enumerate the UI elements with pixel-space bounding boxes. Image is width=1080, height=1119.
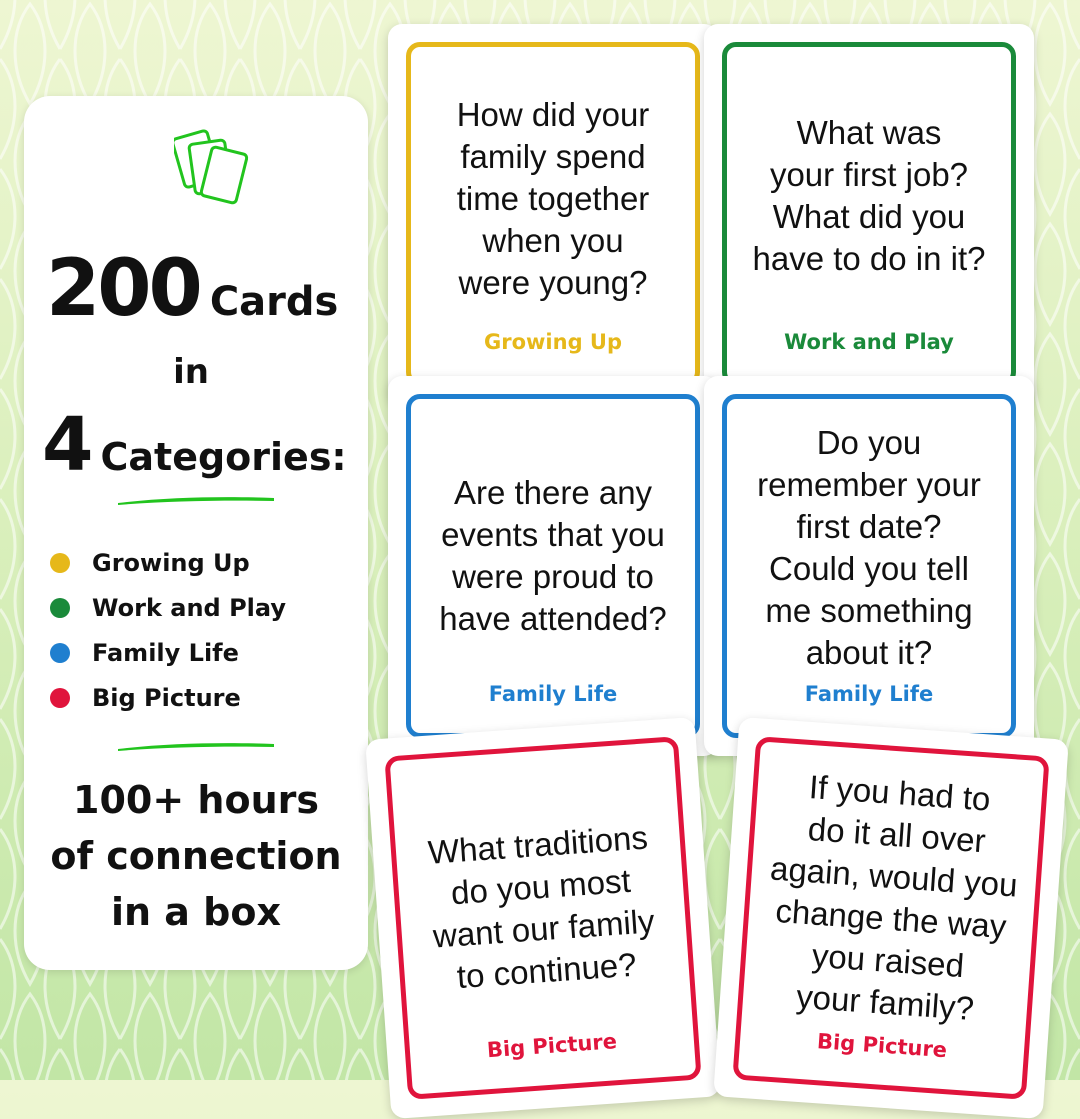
card-category: Big Picture — [816, 1029, 948, 1063]
card-question — [414, 472, 692, 640]
legend-item — [50, 540, 286, 585]
question-line: Are there any — [453, 474, 653, 511]
question-card — [388, 24, 718, 404]
question-line: Do you — [816, 424, 922, 461]
question-card — [713, 717, 1069, 1119]
card-count-number: 200 — [46, 244, 200, 334]
card-question — [730, 112, 1008, 280]
question-line: do it all over — [806, 810, 987, 860]
question-line: do you most — [449, 861, 632, 912]
tagline — [24, 772, 368, 940]
info-panel — [24, 96, 368, 970]
categories-word: Categories: — [100, 435, 347, 479]
category-legend — [50, 540, 286, 720]
categories-headline — [24, 402, 368, 488]
card-category: Big Picture — [486, 1029, 618, 1063]
card-category: Growing Up — [484, 330, 622, 354]
cards-icon — [174, 126, 254, 210]
question-line: again, would you — [769, 849, 1019, 904]
question-line: me something — [765, 592, 973, 629]
question-card — [704, 24, 1034, 404]
question-card — [388, 376, 718, 756]
card-category: Work and Play — [784, 330, 954, 354]
question-line: you raised — [810, 936, 966, 985]
in-word: in — [173, 352, 209, 392]
card-category: Family Life — [804, 682, 934, 706]
legend-dot — [50, 598, 70, 618]
card-count-word: Cards — [209, 279, 339, 325]
question-line: first date? — [796, 508, 942, 545]
legend-label: Family Life — [92, 638, 239, 667]
question-line: What did you — [772, 198, 966, 235]
legend-label: Big Picture — [92, 683, 241, 712]
question-line: What was — [796, 114, 942, 151]
legend-dot — [50, 643, 70, 663]
question-line: your first job? — [769, 156, 969, 193]
question-line: family spend — [460, 138, 646, 175]
categories-number: 4 — [42, 402, 91, 488]
question-line: want our family — [431, 902, 656, 955]
question-line: remember your — [757, 466, 981, 503]
question-line: have to do in it? — [752, 240, 986, 277]
divider-swoosh — [116, 740, 276, 752]
question-card — [704, 376, 1034, 756]
legend-item — [50, 585, 286, 630]
legend-label: Work and Play — [92, 593, 286, 622]
question-line: were proud to — [452, 558, 654, 595]
divider-swoosh — [116, 494, 276, 506]
question-line: time together — [456, 180, 650, 217]
question-line: What traditions — [426, 818, 649, 871]
card-question — [730, 422, 1008, 674]
legend-dot — [50, 553, 70, 573]
card-category: Family Life — [488, 682, 618, 706]
question-line: Could you tell — [769, 550, 969, 587]
question-line: were young? — [458, 264, 648, 301]
legend-item — [50, 630, 286, 675]
question-line: your family? — [795, 977, 976, 1027]
tagline-line: of connection — [50, 834, 342, 878]
card-question — [414, 94, 692, 304]
question-line: have attended? — [439, 600, 667, 637]
legend-dot — [50, 688, 70, 708]
card-count-headline — [24, 244, 368, 334]
legend-label: Growing Up — [92, 548, 250, 577]
question-line: If you had to — [807, 768, 992, 818]
question-line: events that you — [441, 516, 665, 553]
question-line: How did your — [456, 96, 650, 133]
legend-item — [50, 675, 286, 720]
card-question — [745, 763, 1040, 1034]
card-question — [398, 815, 687, 1002]
tagline-line: in a box — [111, 890, 281, 934]
question-line: change the way — [774, 891, 1008, 946]
question-line: about it? — [805, 634, 933, 671]
question-line: to continue? — [455, 945, 638, 996]
question-line: when you — [482, 222, 624, 259]
tagline-line: 100+ hours — [73, 778, 319, 822]
question-card — [365, 717, 721, 1119]
